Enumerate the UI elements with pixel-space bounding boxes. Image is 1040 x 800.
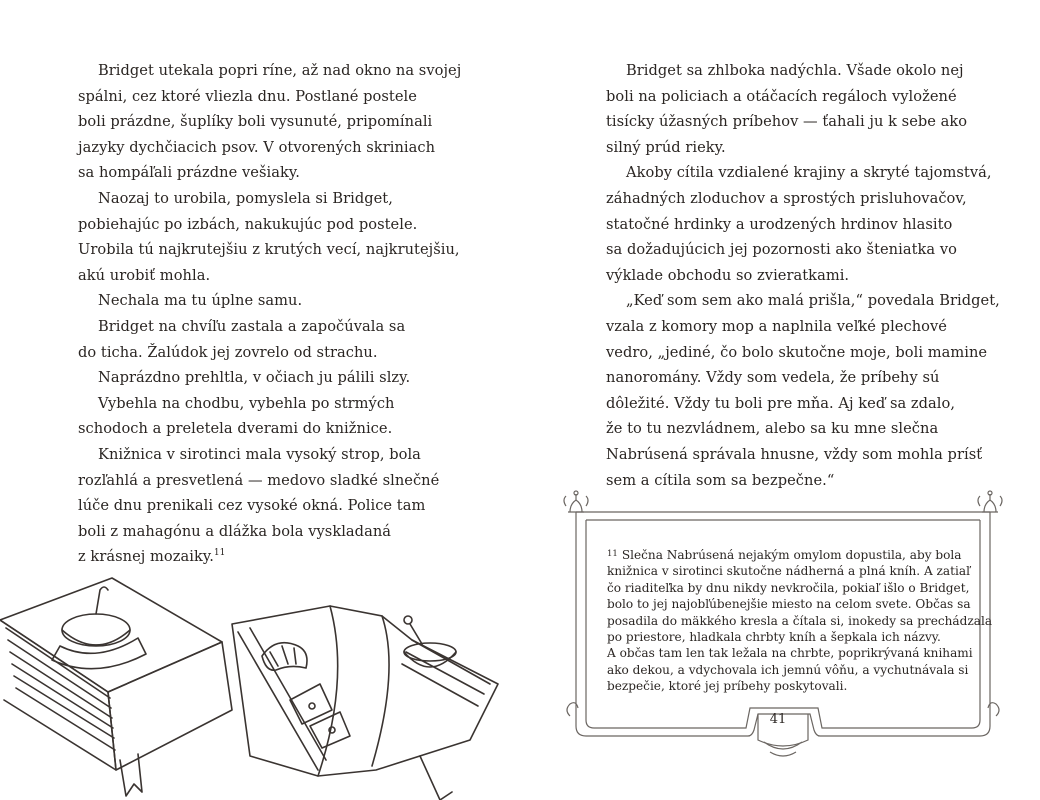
text-line [606, 263, 976, 289]
right-page-text [606, 58, 1000, 493]
footnote-line-content: po priestore, hladkala chrbty kníh a šepkala ich názvy. [607, 630, 941, 645]
text-line [606, 288, 1000, 314]
text-line-content: záhadných zloduchov a sprostých prisluhovačov, [606, 189, 967, 207]
text-line [78, 237, 458, 263]
text-line-content: spálni, cez ktoré vliezla dnu. Postlané postele [78, 87, 417, 105]
footnote-line-content: Slečna Nabrúsená nejakým omylom dopustila, aby bola [621, 548, 962, 562]
text-line [78, 468, 458, 494]
text-line [606, 416, 976, 442]
text-line [606, 314, 976, 340]
text-line-content: dôležité. Vždy tu boli pre mňa. Aj keď sa zdalo, [606, 394, 956, 412]
footnote-line [607, 629, 979, 645]
text-line [78, 493, 458, 519]
text-line-content: výklade obchodu so zvieratkami. [606, 266, 850, 284]
text-line [78, 58, 462, 84]
footnote-line [607, 613, 993, 629]
text-line [78, 416, 458, 442]
text-line-content: pobiehajúc po izbách, nakukujúc pod postele. [78, 215, 418, 233]
text-line-content: Nabrúsená správala hnusne, vždy som mohla prísť [606, 445, 983, 463]
text-line-content: silný prúd rieky. [606, 138, 726, 156]
footnote-line-content: ako dekou, a vdychovala ich jemnú vôňu, a vychutnávala si [607, 662, 969, 677]
text-line [78, 314, 458, 340]
footnote-line [607, 645, 979, 661]
footnote-number: 11 [607, 549, 618, 559]
text-line [606, 84, 976, 110]
footnote-line [607, 596, 979, 612]
text-line [78, 186, 458, 212]
text-line [606, 212, 976, 238]
text-line-content: sa hompáľali prázdne vešiaky. [78, 164, 300, 182]
text-line [78, 340, 458, 366]
text-line [78, 519, 458, 545]
text-line-content: Naprázdno prehltla, v očiach ju pálili slzy. [98, 369, 411, 387]
closed-book-drawing [0, 578, 232, 796]
text-line [606, 237, 976, 263]
text-line [606, 391, 976, 417]
text-line [78, 263, 458, 289]
text-line-content: Urobila tú najkrutejšiu z krutých vecí, najkrutejšiu, [78, 241, 460, 259]
text-line [606, 160, 992, 186]
text-line-content: tisícky úžasných príbehov — ťahali ju k sebe ako [606, 113, 968, 131]
text-line [606, 109, 976, 135]
text-line-content: boli na policiach a otáčacích regáloch vyložené [606, 87, 957, 105]
text-line [606, 186, 976, 212]
text-line-content: sa dožadujúcich jej pozornosti ako šteniatka vo [606, 241, 957, 259]
text-line [606, 365, 976, 391]
text-line-content: Vybehla na chodbu, vybehla po strmých [98, 394, 395, 412]
text-line [78, 109, 458, 135]
text-line-content: akú urobiť mohla. [78, 266, 211, 284]
text-line [78, 442, 458, 468]
footnote-line-content: posadila do mäkkého kresla a čítala si, inokedy sa prechádzala [607, 613, 993, 628]
text-line-content: Bridget sa zhlboka nadýchla. Všade okolo nej [626, 62, 964, 79]
text-line-content: že to tu nezvládnem, alebo sa ku mne slečna [606, 420, 939, 438]
text-line-content: „Keď som sem ako malá prišla,“ povedala Bridget, [626, 292, 1000, 310]
text-line [78, 212, 458, 238]
books-illustration [0, 560, 520, 800]
text-line-content: Knižnica v sirotinci mala vysoký strop, bola [98, 445, 421, 463]
text-line [78, 391, 458, 417]
footnote-line-content: čo riaditeľka by dnu nikdy nevkročila, pokiaľ išlo o Bridget, [607, 580, 970, 595]
text-line-content: do ticha. Žalúdok jej zovrelo od strachu. [78, 343, 378, 361]
text-line-content: boli z mahagónu a dlážka bola vyskladaná [78, 522, 392, 540]
footnote-line-content: A občas tam len tak ležala na chrbte, poprikrývaná knihami [607, 646, 973, 661]
text-line [606, 135, 976, 161]
page-number: 41 [769, 712, 787, 727]
footnote-line [607, 678, 979, 694]
text-line [78, 365, 458, 391]
text-line-content: Nechala ma tu úplne samu. [98, 292, 303, 310]
footnote-line [607, 563, 979, 579]
footnote-reference: 11 [213, 548, 226, 559]
text-line-content: rozľahlá a presvetlená — medovo sladké slnečné [78, 471, 440, 489]
text-line-content: boli prázdne, šuplíky boli vysunuté, pripomínali [78, 113, 433, 131]
text-line [78, 288, 458, 314]
text-line-content: vedro, „jediné, čo bolo skutočne moje, boli mamine [606, 343, 988, 361]
footnote-line [607, 662, 979, 678]
text-line-content: vzala z komory mop a naplnila veľké plechové [606, 317, 947, 335]
footnote-line-content: knižnica v sirotinci skutočne nádherná a plná kníh. A zatiaľ [607, 564, 970, 579]
text-line-content: lúče dnu prenikali cez vysoké okná. Police tam [78, 497, 426, 515]
open-book-drawing [232, 606, 498, 800]
text-line-content: nanoromány. Vždy som vedela, že príbehy sú [606, 369, 940, 387]
footnote [607, 546, 993, 695]
text-line-content: Bridget na chvíľu zastala a započúvala sa [98, 317, 406, 335]
text-line-content: statočné hrdinky a urodzených hrdinov hlasito [606, 215, 953, 233]
text-line [78, 135, 458, 161]
left-page-text [78, 58, 462, 570]
text-line-content: Bridget utekala popri ríne, až nad okno na svojej [98, 62, 462, 79]
text-line [78, 84, 458, 110]
text-line-content: Akoby cítila vzdialené krajiny a skryté tajomstvá, [626, 164, 992, 182]
text-line-content: schodoch a preletela dverami do knižnice. [78, 420, 393, 438]
footnote-line [607, 546, 979, 563]
text-line-content: Naozaj to urobila, pomyslela si Bridget, [98, 189, 393, 207]
footnote-line-content: bolo to jej najobľúbenejšie miesto na celom svete. Občas sa [607, 597, 971, 612]
text-line [606, 442, 983, 468]
text-line [606, 58, 976, 84]
footnote-line [607, 580, 979, 596]
footnote-line-content: bezpečie, ktoré jej príbehy poskytovali. [607, 679, 848, 694]
text-line [606, 340, 988, 366]
text-line-content: sem a cítila som sa bezpečne.“ [606, 471, 835, 489]
text-line [78, 160, 458, 186]
text-line-content: jazyky dychčiacich psov. V otvorených skriniach [78, 138, 436, 156]
text-line-content: z krásnej mozaiky. [78, 548, 214, 566]
